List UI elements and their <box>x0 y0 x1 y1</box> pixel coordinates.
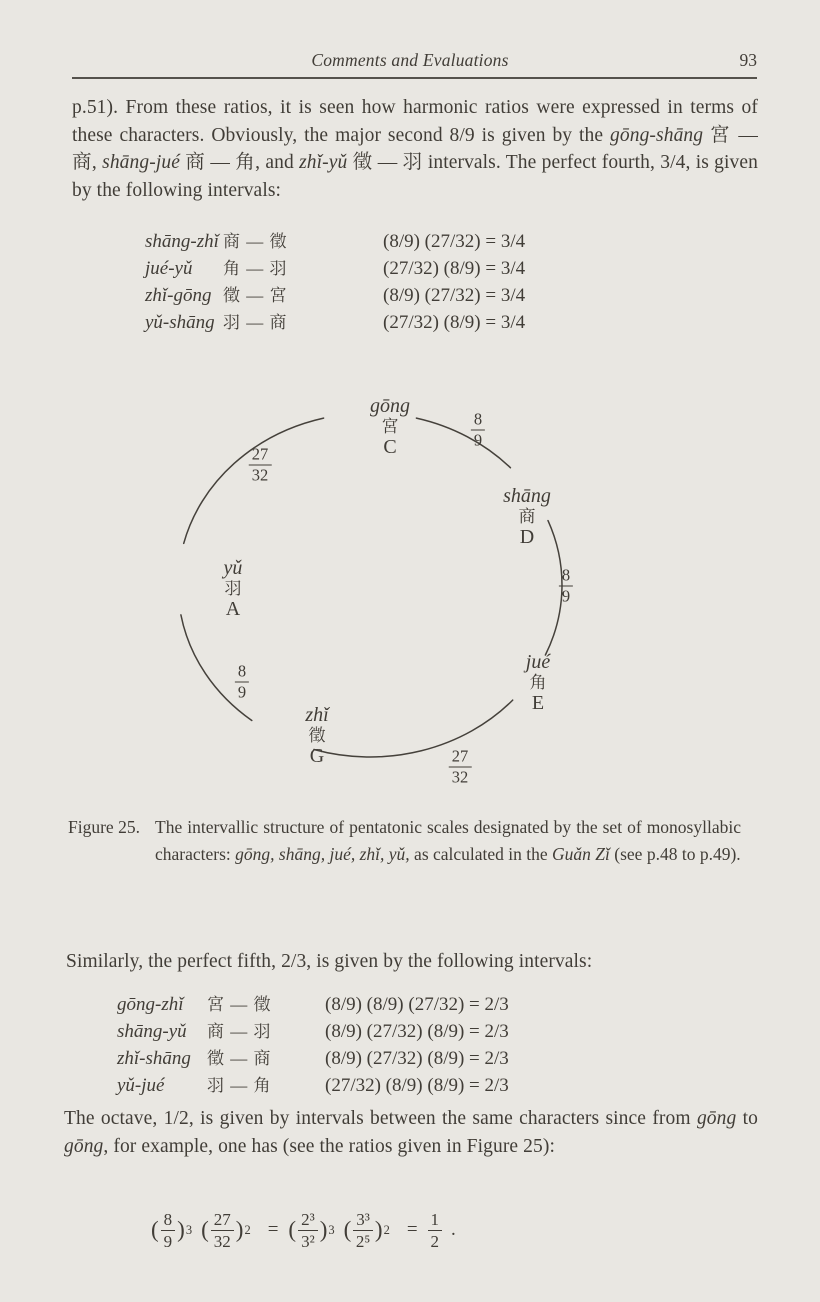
node-jue <box>526 652 550 714</box>
pinyin-cell: zhǐ-shāng <box>117 1048 191 1069</box>
equation-term <box>200 1210 253 1251</box>
table-row <box>117 1044 509 1071</box>
node-note: C <box>383 436 397 458</box>
exponent: 3 <box>185 1222 193 1237</box>
fraction <box>211 1210 234 1251</box>
exponent: 2 <box>383 1222 390 1237</box>
table-row <box>145 308 525 335</box>
pinyin-cell: shāng-yǔ <box>117 1021 187 1042</box>
chinese-cell: 徵 — 商 <box>207 1049 272 1068</box>
close-paren: ) <box>374 1217 383 1242</box>
node-pinyin: gōng <box>370 395 410 417</box>
table-row <box>117 1017 509 1044</box>
equation-term <box>343 1210 392 1251</box>
fraction-numerator: 8 <box>471 411 485 431</box>
pinyin-cell: shāng-zhǐ <box>145 231 219 252</box>
fraction-numerator: 2³ <box>298 1210 318 1231</box>
node-pinyin: zhǐ <box>305 704 329 726</box>
node-note: A <box>225 598 241 620</box>
fraction <box>428 1210 443 1251</box>
open-paren: ( <box>343 1217 352 1242</box>
table-row <box>117 990 509 1017</box>
node-pinyin: shāng <box>503 485 551 507</box>
chinese-cell: 角 — 羽 <box>223 259 288 278</box>
node-chinese: 宮 <box>381 416 399 436</box>
node-chinese: 羽 <box>224 578 242 598</box>
pinyin-cell: jué-yǔ <box>145 258 193 279</box>
ratio-fraction-yu-gong <box>249 446 272 485</box>
equals-sign: = <box>406 1219 418 1240</box>
table-row <box>117 1071 509 1098</box>
table-row <box>145 254 525 281</box>
fraction-numerator: 8 <box>235 663 249 683</box>
pinyin-cell: zhǐ-gōng <box>145 285 212 306</box>
chinese-cell: 商 — 徵 <box>223 232 288 251</box>
paragraph-fifth-intro: Similarly, the perfect fifth, 2/3, is given by the following intervals: <box>66 951 593 972</box>
node-note: E <box>531 692 545 714</box>
formula-cell: (8/9) (27/32) = 3/4 <box>383 285 526 306</box>
node-yu <box>224 558 243 620</box>
pinyin-cell: yǔ-shāng <box>145 312 215 333</box>
fraction-denominator: 2 <box>430 1231 440 1251</box>
pinyin-cell: yǔ-jué <box>117 1075 165 1096</box>
node-pinyin: yǔ <box>223 557 243 579</box>
figure-caption <box>68 814 741 868</box>
fraction <box>298 1210 318 1251</box>
close-paren: ) <box>319 1217 328 1242</box>
fraction-denominator: 9 <box>561 586 571 606</box>
chinese-cell: 羽 — 商 <box>223 313 288 332</box>
table-row <box>145 227 525 254</box>
chinese-cell: 商 — 羽 <box>207 1022 272 1041</box>
octave-equation <box>150 1199 456 1261</box>
node-note: G <box>309 745 325 767</box>
ratio-fraction-shang-jue <box>559 567 573 606</box>
node-shang <box>503 486 551 548</box>
page-number: 93 <box>739 50 757 70</box>
formula-cell: (27/32) (8/9) = 3/4 <box>383 258 526 279</box>
node-chinese: 商 <box>518 506 536 526</box>
node-gong <box>370 396 410 458</box>
fraction-numerator: 27 <box>249 446 272 466</box>
equation-period: . <box>451 1219 456 1240</box>
equation-term <box>287 1210 336 1251</box>
node-chinese: 角 <box>529 672 547 692</box>
fraction-denominator: 2⁵ <box>355 1231 371 1251</box>
close-paren: ) <box>235 1217 244 1242</box>
exponent: 3 <box>328 1222 335 1237</box>
pinyin-cell: gōng-zhǐ <box>117 994 184 1015</box>
paragraph-octave: The octave, 1/2, is given by intervals between the same characters since from gōng to gōng, for example, one has (see the ratios given in Figure 25): <box>64 1108 758 1157</box>
ratio-fraction-gong-shang <box>471 411 485 450</box>
fraction-denominator: 9 <box>473 430 483 450</box>
ratio-fraction-jue-zhi <box>449 748 472 787</box>
node-note: D <box>519 526 535 548</box>
fraction-denominator: 32 <box>251 465 269 485</box>
formula-cell: (27/32) (8/9) = 3/4 <box>383 312 526 333</box>
caption-text: The intervallic structure of pentatonic scales designated by the set of monosyllabic characters: gōng, shāng, jué, zhǐ, yǔ, as calculated in the Guǎn Zǐ (see p.48 to p.49). <box>155 817 741 864</box>
chinese-cell: 羽 — 角 <box>207 1076 272 1095</box>
figure-25-pentatonic-circle <box>140 390 660 810</box>
fraction-numerator: 3³ <box>353 1210 373 1231</box>
fraction-denominator: 9 <box>163 1231 173 1251</box>
interval-table-perfect-fifth <box>117 990 509 1098</box>
fraction-numerator: 27 <box>449 748 472 768</box>
circle-arc-gong-shang <box>416 418 510 468</box>
formula-cell: (8/9) (8/9) (27/32) = 2/3 <box>325 994 509 1015</box>
fraction-denominator: 32 <box>451 767 469 787</box>
close-paren: ) <box>177 1217 185 1242</box>
node-chinese: 徵 <box>308 725 326 745</box>
equals-sign: = <box>267 1219 279 1240</box>
node-pinyin: jué <box>525 651 551 673</box>
circle-arc-jue-zhi <box>314 700 513 757</box>
formula-cell: (8/9) (27/32) (8/9) = 2/3 <box>325 1048 509 1069</box>
fraction-numerator: 1 <box>428 1210 443 1231</box>
fraction <box>353 1210 373 1251</box>
node-zhi <box>305 705 328 767</box>
open-paren: ( <box>288 1217 297 1242</box>
caption-label: Figure 25. <box>68 817 140 837</box>
table-row <box>145 281 525 308</box>
fraction-numerator: 27 <box>211 1210 234 1231</box>
formula-cell: (8/9) (27/32) (8/9) = 2/3 <box>325 1021 509 1042</box>
fraction-denominator: 9 <box>237 682 247 702</box>
formula-cell: (27/32) (8/9) (8/9) = 2/3 <box>325 1075 509 1096</box>
chinese-cell: 宮 — 徵 <box>207 995 272 1014</box>
fraction-numerator: 8 <box>161 1210 176 1231</box>
interval-table-perfect-fourth <box>145 227 525 335</box>
header-rule <box>72 77 757 79</box>
open-paren: ( <box>201 1217 209 1242</box>
fraction-denominator: 32 <box>213 1231 231 1251</box>
fraction <box>161 1210 176 1251</box>
fraction-numerator: 8 <box>559 567 573 587</box>
open-paren: ( <box>151 1217 159 1242</box>
fraction-denominator: 3² <box>301 1231 315 1251</box>
ratio-fraction-zhi-yu <box>235 663 249 702</box>
formula-cell: (8/9) (27/32) = 3/4 <box>383 231 526 252</box>
paragraph-intro: p.51). From these ratios, it is seen how harmonic ratios were expressed in terms of these characters. Obviously, the major second 8/9 is given by the gōng-shāng 宮 — 商, shāng-jué 商 — 角, and zhǐ-yǔ 徵 — 羽 intervals. The perfect fourth, 3/4, is given by the following intervals: <box>72 97 758 201</box>
exponent: 2 <box>244 1222 251 1237</box>
chinese-cell: 徵 — 宮 <box>223 286 288 305</box>
equation-term <box>150 1210 194 1251</box>
running-header-title: Comments and Evaluations <box>311 50 509 70</box>
